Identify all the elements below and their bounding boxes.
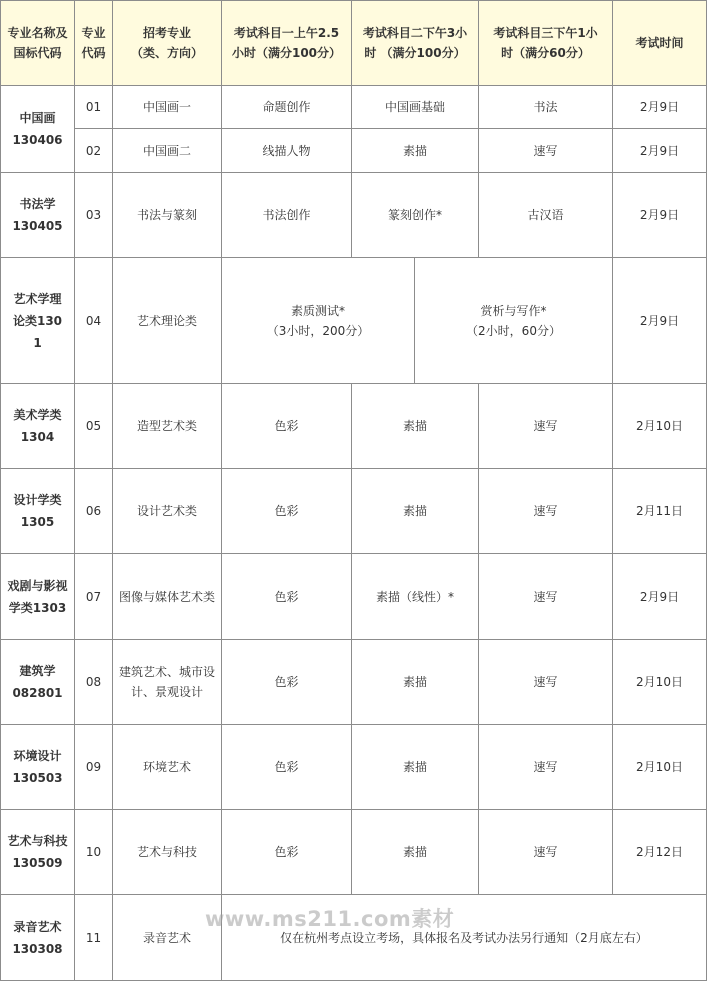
header-specialty-name bbox=[0, 0, 75, 86]
major-direction bbox=[113, 640, 222, 725]
exam-date: 2月10日 bbox=[613, 640, 707, 725]
header-subject-2 bbox=[352, 0, 479, 86]
exam-date: 2月10日 bbox=[613, 725, 707, 810]
header-subject-1-line: 小时（满分100分） bbox=[231, 46, 342, 60]
major-code: 04 bbox=[75, 258, 113, 384]
major-code: 03 bbox=[75, 173, 113, 258]
specialty-name bbox=[0, 725, 75, 810]
specialty-name-line: 中国画 bbox=[19, 111, 56, 125]
major-direction-line: 环境艺术 bbox=[142, 760, 191, 774]
major-code: 09 bbox=[75, 725, 113, 810]
header-subject-1-line: 考试科目一上午2.5 bbox=[233, 26, 340, 40]
major-direction bbox=[113, 86, 222, 129]
subject-3: 速写 bbox=[479, 725, 613, 810]
subject-merged-b-line: 赏析与写作* bbox=[480, 303, 547, 318]
header-subject-2-line: 时 （满分100分） bbox=[364, 46, 466, 60]
major-code: 05 bbox=[75, 384, 113, 469]
specialty-name-line: 艺术学理 bbox=[13, 291, 62, 306]
major-direction bbox=[113, 469, 222, 554]
specialty-name bbox=[0, 895, 75, 981]
major-direction-line: 造型艺术类 bbox=[136, 419, 197, 433]
major-direction-line: 录音艺术 bbox=[142, 930, 191, 945]
major-direction bbox=[113, 725, 222, 810]
major-direction bbox=[113, 129, 222, 173]
subject-merged-a bbox=[222, 258, 415, 384]
subject-1: 色彩 bbox=[222, 810, 352, 895]
header-subject-3 bbox=[479, 0, 613, 86]
major-code: 11 bbox=[75, 895, 113, 981]
major-direction-line: 艺术与科技 bbox=[136, 845, 197, 859]
specialty-name bbox=[0, 469, 75, 554]
exam-date: 2月11日 bbox=[613, 469, 707, 554]
subject-1: 书法创作 bbox=[222, 173, 352, 258]
major-direction-line: 书法与篆刻 bbox=[136, 208, 197, 222]
specialty-name-line: 1 bbox=[33, 335, 42, 350]
subject-2: 素描 bbox=[352, 129, 479, 173]
subject-1: 色彩 bbox=[222, 384, 352, 469]
header-specialty-name-line: 专业名称及 bbox=[7, 26, 68, 40]
header-code-line: 专业 bbox=[81, 26, 106, 40]
major-direction bbox=[113, 384, 222, 469]
exam-date: 2月9日 bbox=[613, 173, 707, 258]
subject-merged-a-line: （3小时，200分） bbox=[266, 323, 370, 338]
specialty-name-line: 1305 bbox=[20, 515, 55, 529]
specialty-name bbox=[0, 173, 75, 258]
major-code: 08 bbox=[75, 640, 113, 725]
major-direction-line: 计、景观设计 bbox=[130, 685, 203, 699]
subject-3: 速写 bbox=[479, 129, 613, 173]
subject-1: 命题创作 bbox=[222, 86, 352, 129]
major-direction bbox=[113, 895, 222, 981]
subject-2: 篆刻创作* bbox=[352, 173, 479, 258]
header-code bbox=[75, 0, 113, 86]
major-direction bbox=[113, 258, 222, 384]
major-code: 01 bbox=[75, 86, 113, 129]
specialty-name-line: 建筑学 bbox=[19, 664, 56, 678]
major-direction-line: 建筑艺术、城市设 bbox=[118, 665, 215, 679]
major-code: 02 bbox=[75, 129, 113, 173]
exam-date: 2月9日 bbox=[613, 554, 707, 640]
subject-2: 中国画基础 bbox=[352, 86, 479, 129]
exam-date: 2月9日 bbox=[613, 129, 707, 173]
specialty-name bbox=[0, 258, 75, 384]
header-exam-date: 考试时间 bbox=[613, 0, 707, 86]
exam-date: 2月12日 bbox=[613, 810, 707, 895]
exam-note: 仅在杭州考点设立考场，具体报名及考试办法另行通知（2月底左右） bbox=[222, 895, 707, 981]
specialty-name-line: 艺术与科技 bbox=[7, 834, 68, 848]
header-code-line: 代码 bbox=[81, 46, 106, 60]
specialty-name-line: 082801 bbox=[12, 686, 63, 700]
subject-1: 色彩 bbox=[222, 554, 352, 640]
specialty-name-line: 设计学类 bbox=[13, 493, 62, 507]
major-code: 10 bbox=[75, 810, 113, 895]
subject-1: 色彩 bbox=[222, 469, 352, 554]
subject-merged-b bbox=[415, 258, 613, 384]
specialty-name-line: 戏剧与影视 bbox=[7, 578, 68, 593]
specialty-name-line: 论类130 bbox=[12, 313, 63, 328]
major-direction-line: 图像与媒体艺术类 bbox=[118, 589, 215, 604]
header-subject-3-line: 时（满分60分） bbox=[501, 46, 590, 60]
major-code: 07 bbox=[75, 554, 113, 640]
exam-date: 2月10日 bbox=[613, 384, 707, 469]
specialty-name bbox=[0, 810, 75, 895]
subject-3: 古汉语 bbox=[479, 173, 613, 258]
subject-3: 速写 bbox=[479, 810, 613, 895]
watermark: www.ms211.com素材 bbox=[205, 907, 455, 931]
subject-2: 素描 bbox=[352, 640, 479, 725]
subject-2: 素描 bbox=[352, 725, 479, 810]
specialty-name-line: 环境设计 bbox=[13, 749, 62, 763]
specialty-name-line: 130405 bbox=[12, 219, 63, 233]
subject-3: 速写 bbox=[479, 469, 613, 554]
specialty-name-line: 书法学 bbox=[19, 197, 56, 211]
specialty-name bbox=[0, 384, 75, 469]
subject-1: 色彩 bbox=[222, 725, 352, 810]
subject-3: 速写 bbox=[479, 640, 613, 725]
subject-2: 素描 bbox=[352, 810, 479, 895]
specialty-name bbox=[0, 554, 75, 640]
specialty-name bbox=[0, 86, 75, 173]
major-direction-line: 设计艺术类 bbox=[136, 504, 197, 518]
header-subject-3-line: 考试科目三下午1小 bbox=[493, 26, 598, 40]
header-specialty-name-line: 国标代码 bbox=[13, 46, 62, 60]
subject-3: 速写 bbox=[479, 384, 613, 469]
subject-2: 素描 bbox=[352, 384, 479, 469]
exam-date: 2月9日 bbox=[613, 86, 707, 129]
major-direction bbox=[113, 810, 222, 895]
header-major-line: 招考专业 bbox=[142, 26, 191, 40]
subject-merged-a-line: 素质测试* bbox=[290, 303, 345, 318]
specialty-name-line: 130509 bbox=[12, 856, 63, 870]
major-direction-line: 艺术理论类 bbox=[136, 313, 197, 328]
major-direction bbox=[113, 554, 222, 640]
specialty-name-line: 130308 bbox=[12, 941, 63, 956]
subject-merged-b-line: （2小时，60分） bbox=[466, 323, 561, 338]
specialty-name bbox=[0, 640, 75, 725]
major-direction-line: 中国画一 bbox=[142, 100, 191, 114]
subject-2: 素描 bbox=[352, 469, 479, 554]
subject-3: 速写 bbox=[479, 554, 613, 640]
subject-1: 色彩 bbox=[222, 640, 352, 725]
header-subject-1 bbox=[222, 0, 352, 86]
subject-1: 线描人物 bbox=[222, 129, 352, 173]
subject-2: 素描（线性）* bbox=[352, 554, 479, 640]
specialty-name-line: 录音艺术 bbox=[13, 919, 62, 934]
exam-date: 2月9日 bbox=[613, 258, 707, 384]
specialty-name-line: 1304 bbox=[20, 430, 55, 444]
specialty-name-line: 美术学类 bbox=[13, 408, 62, 422]
major-direction-line: 中国画二 bbox=[142, 143, 191, 158]
header-subject-2-line: 考试科目二下午3小 bbox=[362, 26, 468, 40]
header-major-line: （类、方向） bbox=[130, 46, 203, 60]
specialty-name-line: 学类1303 bbox=[8, 600, 67, 615]
major-direction bbox=[113, 173, 222, 258]
major-code: 06 bbox=[75, 469, 113, 554]
header-major bbox=[113, 0, 222, 86]
specialty-name-line: 130406 bbox=[12, 133, 63, 147]
specialty-name-line: 130503 bbox=[12, 771, 63, 785]
subject-3: 书法 bbox=[479, 86, 613, 129]
